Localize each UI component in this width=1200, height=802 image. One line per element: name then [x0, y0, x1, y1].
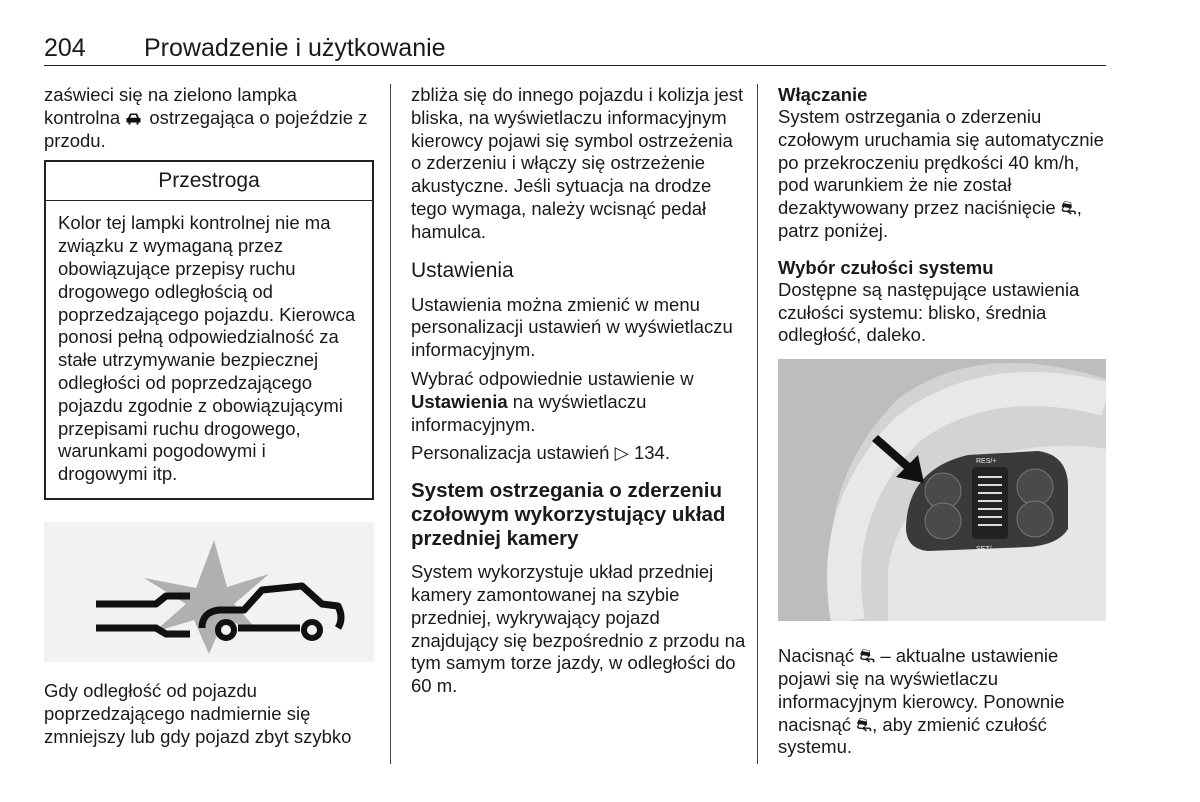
- intro-paragraph: zaświeci się na zielono lampka kontrolna ostrzegająca o pojeździe z przodu.: [44, 84, 368, 151]
- system-paragraph: System wykorzystuje układ przedniej kamery zamontowanej na szybie przedniej, wykrywający pojazd znajdujący się bezpośrednio z przodu na tym samym torze jazdy, w odległości do 60 m.: [411, 561, 746, 697]
- column-2: [411, 84, 746, 704]
- sensitivity-heading: Wybór czułości systemu: [778, 256, 994, 278]
- page-header: [44, 34, 1106, 66]
- continued-paragraph: zbliża się do innego pojazdu i kolizja jest bliska, na wyświetlaczu informacyjnym kierowcy pojawi się symbol ostrzeżenia o zderzeniu i włączy się ostrzeżenie akustyczne. Jeśli sytuacja na drodze tego wymaga, należy wcisnąć pedał hamulca.: [411, 84, 744, 242]
- settings-heading: Ustawienia: [411, 258, 514, 282]
- collision-warning-symbol-image: [44, 522, 374, 662]
- car-warning-icon: [125, 112, 142, 125]
- wheel-label-res: RES/+: [976, 458, 997, 466]
- column-divider: [757, 84, 758, 764]
- enable-paragraph: System ostrzegania o zderzeniu czołowym uruchamia się automatycznie po przekroczeniu prędkości 40 km/h, pod warunkiem że nie został dezaktywowany przez naciśnięcie ⛐, patrz poniżej.: [778, 106, 1104, 241]
- settings-paragraph-1: Ustawienia można zmienić w menu personalizacji ustawień w wyświetlaczu informacyjnym.: [411, 293, 733, 361]
- col1-closing-paragraph: Gdy odległość od pojazdu poprzedzającego nadmiernie się zmniejszy lub gdy pojazd zbyt szybko: [44, 679, 352, 747]
- column-divider: [390, 84, 391, 764]
- col3-closing-paragraph: Nacisnąć ⛐ – aktualne ustawienie pojawi się na wyświetlaczu informacyjnym kierowcy. Ponownie nacisnąć ⛐, aby zmienić czułość systemu.: [778, 645, 1065, 758]
- enable-heading: Włączanie: [778, 84, 868, 105]
- settings-paragraph-2: Wybrać odpowiednie ustawienie w Ustawienia na wyświetlaczu informacyjnym.: [411, 367, 694, 435]
- settings-cross-reference: Personalizacja ustawień ▷ 134.: [411, 442, 670, 464]
- system-heading: System ostrzegania o zderzeniu czołowym wykorzystujący układ przedniej kamery: [411, 479, 726, 551]
- column-1: [44, 84, 374, 754]
- warning-text: Kolor tej lampki kontrolnej nie ma związku z wymaganą przez obowiązujące przepisy ruchu drogowego odległością od poprzedzającego pojazdu. Kierowca ponosi pełną odpowiedzialność za stałe utrzymywanie bezpiecznej odległości od poprzedzającego pojazdu zgodnie z obowiązującymi przepisami ruchu drogowego, warunkami pogodowymi i drogowymi itp.: [58, 212, 356, 485]
- sensitivity-paragraph: Dostępne są następujące ustawienia czułości systemu: blisko, średnia odległość, daleko.: [778, 278, 1080, 346]
- warning-title: Przestroga: [46, 162, 372, 201]
- settings-menu-name: Ustawienia: [411, 390, 508, 412]
- column-3: [778, 84, 1108, 765]
- steering-wheel-image: [778, 359, 1106, 621]
- warning-box: [44, 160, 374, 500]
- section-title: Prowadzenie i użytkowanie: [144, 34, 446, 62]
- page-number: 204: [44, 34, 86, 62]
- wheel-label-set: SET/-: [976, 546, 994, 554]
